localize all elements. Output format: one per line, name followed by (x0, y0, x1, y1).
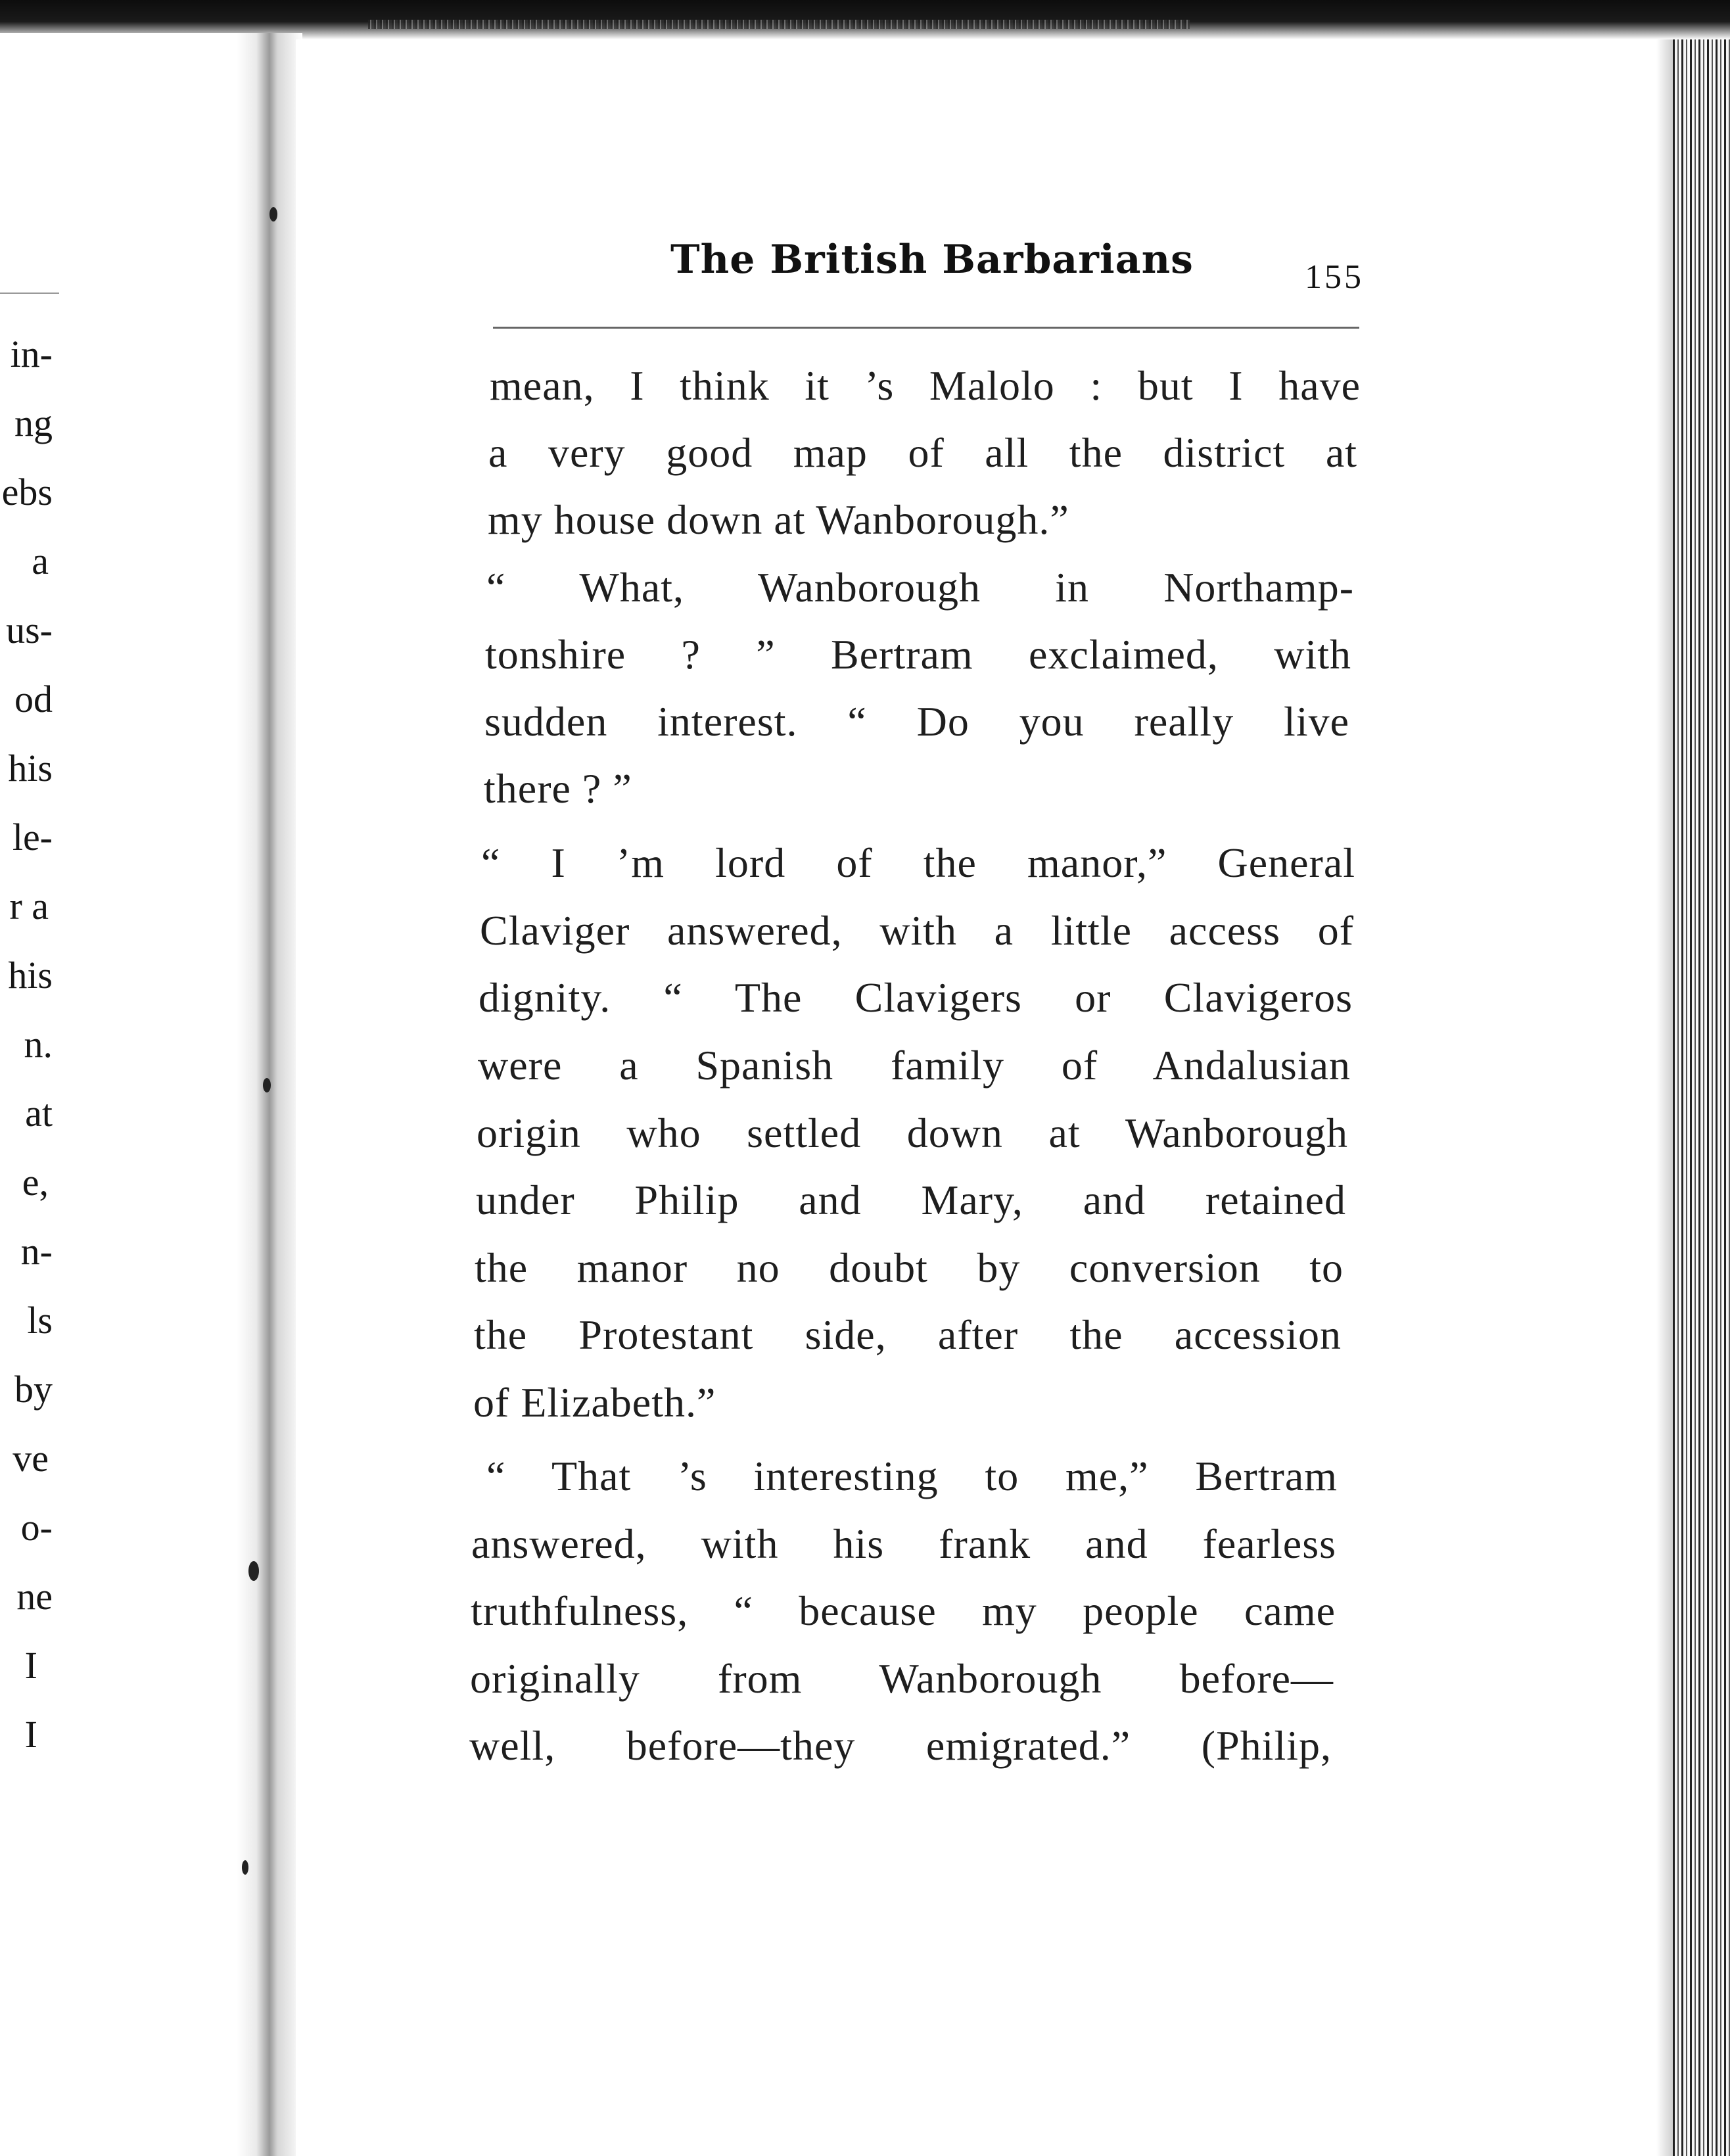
text-line: “ That ’s interesting to me,” Bertram (486, 1453, 1338, 1499)
left-fragment: ne (16, 1575, 53, 1618)
left-fragment: in- (10, 333, 53, 375)
text-line: truthfulness, “ because my people came (471, 1587, 1336, 1634)
left-fragment: ls (27, 1299, 53, 1342)
left-fragment: le- (12, 816, 53, 858)
text-line: “ What, Wanborough in Northamp- (486, 564, 1354, 611)
text-line: “ I ’m lord of the manor,” General (481, 839, 1355, 886)
left-fragment: a (32, 540, 49, 582)
text-line: my house down at Wanborough.” (488, 496, 1069, 543)
ink-speck (263, 1078, 271, 1092)
ink-speck (242, 1860, 248, 1875)
left-fragment: his (8, 747, 53, 789)
text-line: answered, with his frank and fearless (471, 1520, 1336, 1567)
left-fragment: I (24, 1644, 37, 1687)
text-line: origin who settled down at Wanborough (477, 1110, 1348, 1156)
left-fragment: his (8, 954, 53, 996)
text-line: dignity. “ The Clavigers or Clavigeros (479, 974, 1353, 1021)
text-line: sudden interest. “ Do you really live (484, 698, 1349, 745)
left-fragment: o- (20, 1506, 53, 1549)
header-rule (493, 327, 1359, 329)
text-line: under Philip and Mary, and retained (476, 1177, 1346, 1223)
left-fragment: at (25, 1092, 53, 1135)
book-gutter (237, 33, 302, 2156)
text-line: the Protestant side, after the accession (474, 1311, 1342, 1358)
left-fragment: I (24, 1713, 37, 1756)
page-stack-edge (1673, 39, 1730, 2156)
left-page-head-rule (0, 293, 59, 294)
text-line: a very good map of all the district at (488, 429, 1357, 476)
page-number: 155 (1305, 258, 1364, 296)
ink-speck (269, 207, 277, 222)
text-line: the manor no doubt by conversion to (475, 1244, 1344, 1291)
text-line: tonshire ? ” Bertram exclaimed, with (485, 631, 1351, 678)
text-line: there ? ” (484, 765, 632, 812)
left-fragment: n- (20, 1230, 53, 1273)
left-fragment: n. (24, 1023, 53, 1066)
text-line: Claviger answered, with a little access of (480, 907, 1354, 954)
left-fragment: by (14, 1368, 53, 1411)
left-fragment: us- (6, 609, 53, 651)
text-line: originally from Wanborough before— (470, 1655, 1334, 1702)
ink-speck (248, 1561, 259, 1581)
text-line: well, before—they emigrated.” (Philip, (469, 1722, 1332, 1769)
left-fragment: od (14, 678, 53, 720)
text-line: were a Spanish family of Andalusian (478, 1042, 1351, 1089)
left-fragment: r a (9, 885, 49, 927)
left-fragment: ve (12, 1437, 49, 1480)
text-line: mean, I think it ’s Malolo : but I have (490, 362, 1361, 409)
running-title: The British Barbarians (670, 237, 1194, 283)
left-fragment: ebs (1, 471, 53, 513)
left-fragment: ng (14, 402, 53, 444)
page-edge-shadow (1656, 39, 1673, 2156)
text-line: of Elizabeth.” (473, 1379, 716, 1426)
right-page (296, 39, 1663, 2156)
left-fragment: e, (22, 1161, 49, 1204)
